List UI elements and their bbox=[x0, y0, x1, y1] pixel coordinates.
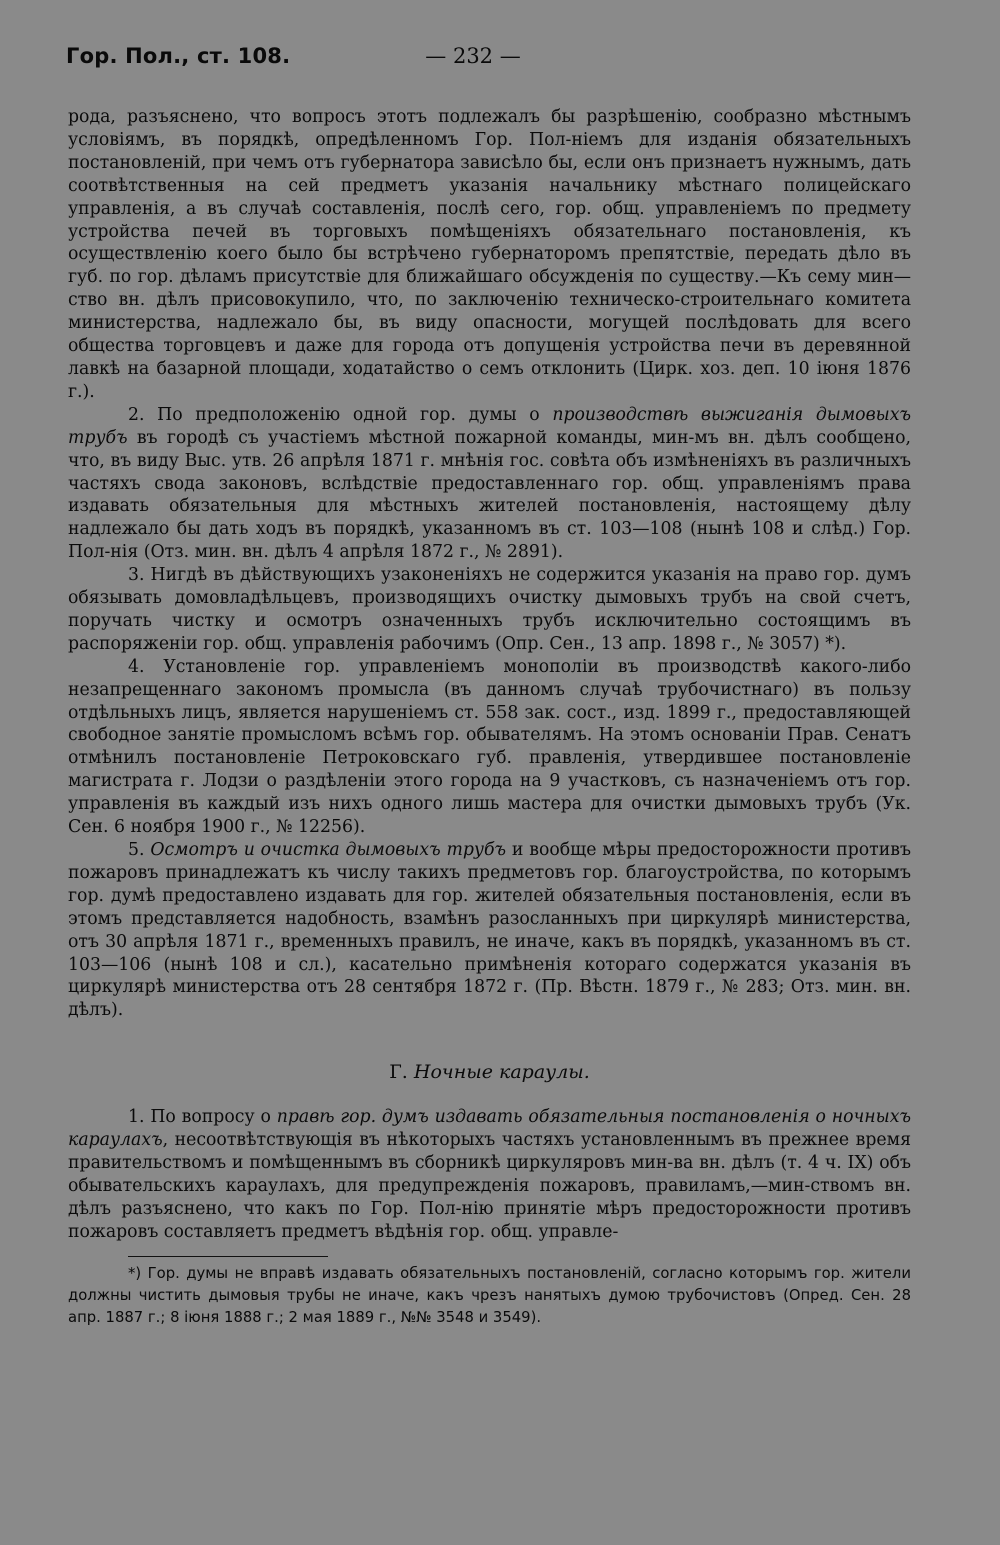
paragraph-text: 4. Установленіе гор. управленіемъ монополіи въ производствѣ какого-либо незапрещеннаго закономъ промысла (въ данномъ случаѣ трубочистнаго) въ пользу отдѣльныхъ лицъ, является нарушеніемъ ст. 558 зак. сост., изд. 1899 г., предоставляющей свободное занятіе промысломъ всѣмъ гор. обывателямъ. На этомъ основаніи Прав. Сенатъ отмѣнилъ постановленіе Петроковскаго губ. правленія, утвердившее постановленіе магистрата г. Лодзи о раздѣленіи этого города на 9 участковъ, съ назначеніемъ отъ гор. управленія въ каждый изъ нихъ одного лишь мастера для очистки дымовыхъ трубъ (Ук. Сен. 6 ноября 1900 г., № 12256). bbox=[68, 656, 911, 838]
paragraph-text: 1. По вопросу о bbox=[128, 1107, 277, 1128]
paragraph-text: въ городѣ съ участіемъ мѣстной пожарной команды, мин-мъ вн. дѣлъ сообщено, что, въ виду Выс. утв. 26 апрѣля 1871 г. мнѣнія гос. совѣта объ измѣненіяхъ въ различныхъ частяхъ свода законовъ, вслѣдствіе предоставленнаго гор. общ. управленіямъ права издавать обязательныя для мѣстныхъ жителей постановленія, настоящему дѣлу надлежало бы дать ходъ въ порядкѣ, указанномъ въ ст. 103—108 (нынѣ 108 и слѣд.) Гор. Пол-нія (Отз. мин. вн. дѣлъ 4 апрѣля 1872 г., № 2891). bbox=[68, 427, 911, 563]
page bbox=[68, 44, 911, 1329]
footnote-divider bbox=[128, 1256, 328, 1257]
paragraph-text: 3. Нигдѣ въ дѣйствующихъ узаконеніяхъ не содержится указанія на право гор. думъ обязывать домовладѣльцевъ, производящихъ очистку дымовыхъ трубъ на свой счетъ, поручать чистку и осмотръ означенныхъ трубъ исключительно состоящимъ въ распоряженіи гор. общ. управленія рабочимъ (Опр. Сен., 13 апр. 1898 г., № 3057) *). bbox=[68, 565, 911, 654]
italic-phrase: производствѣ выжиганія дымовыхъ трубъ bbox=[68, 404, 911, 448]
italic-phrase: правѣ гор. думъ издавать обязательныя постановленія о ночныхъ караулахъ bbox=[68, 1107, 911, 1151]
paragraph-2 bbox=[68, 404, 911, 564]
paragraph-text: 5. bbox=[128, 840, 151, 860]
body-text bbox=[68, 106, 911, 1244]
paragraph-5 bbox=[68, 839, 911, 1022]
section-heading bbox=[68, 1060, 911, 1084]
paragraph-text: рода, разъяснено, что вопросъ этотъ подлежалъ бы разрѣшенію, сообразно мѣстнымъ условіямъ, въ порядкѣ, опредѣленномъ Гор. Пол-ніемъ для изданія обязательныхъ постановленій, при чемъ отъ губернатора зависѣло бы, если онъ признаетъ нужнымъ, дать соотвѣтственныя на сей предметъ указанія начальнику мѣстнаго полицейскаго управленія, а въ случаѣ составленія, послѣ сего, гор. общ. управленіемъ по предмету устройства печей въ торговыхъ помѣщеніяхъ обязательнаго постановленія, къ осуществленію коего было бы встрѣчено губернаторомъ препятствіе, передать дѣло въ губ. по гор. дѣламъ присутствіе для ближайшаго обсужденія по существу.—Къ сему мин—ство вн. дѣлъ присовокупило, что, по заключенію техническо-строительнаго комитета министерства, надлежало бы, въ виду опасности, могущей послѣдовать для всего общества торговцевъ и даже для города отъ допущенія устройства печи въ деревянной лавкѣ на базарной площади, ходатайство о семъ отклонить (Цирк. хоз. деп. 10 іюня 1876 г.). bbox=[68, 107, 911, 402]
paragraph-night-watch bbox=[68, 1106, 911, 1243]
paragraph-4 bbox=[68, 656, 911, 839]
running-head: Гор. Пол., ст. 108. bbox=[66, 44, 291, 68]
paragraph-3 bbox=[68, 564, 911, 656]
paragraph-text: и вообще мѣры предосторожности противъ пожаровъ принадлежатъ къ числу такихъ предметовъ гор. благоустройства, по которымъ гор. думѣ предоставлено издавать для гор. жителей обязательныя постановленія, если въ этомъ представляется надобность, взамѣнъ разосланныхъ при циркулярѣ министерства, отъ 30 апрѣля 1871 г., временныхъ правилъ, не иначе, какъ въ порядкѣ, указанномъ въ ст. 103—106 (нынѣ 108 и сл.), касательно примѣненія котораго содержатся указанія въ циркулярѣ министерства отъ 28 сентября 1872 г. (Пр. Вѣстн. 1879 г., № 283; Отз. мин. вн. дѣлъ). bbox=[68, 840, 911, 1021]
section-title: Ночные караулы. bbox=[413, 1061, 590, 1084]
footnote-text: *) Гор. думы не вправѣ издавать обязательныхъ постановленій, согласно которымъ гор. жители должны чистить дымовыя трубы не иначе, какъ чрезъ нанятыхъ думою трубочистовъ (Опред. Сен. 28 апр. 1887 г.; 8 іюня 1888 г.; 2 мая 1889 г., №№ 3548 и 3549). bbox=[68, 1264, 911, 1326]
paragraph-continued bbox=[68, 106, 911, 404]
paragraph-text: 2. По предположенію одной гор. думы о bbox=[128, 404, 553, 425]
page-header bbox=[68, 44, 911, 76]
footnote bbox=[68, 1263, 911, 1329]
italic-phrase: Осмотръ и очистка дымовыхъ трубъ bbox=[150, 840, 507, 860]
section-prefix: Г. bbox=[389, 1061, 414, 1084]
paragraph-text: , несоотвѣтствующія въ нѣкоторыхъ частяхъ установленнымъ въ прежнее время правительствомъ и помѣщеннымъ въ сборникѣ циркуляровъ мин-ва вн. дѣлъ (т. 4 ч. IX) объ обывательскихъ караулахъ, для предупрежденія пожаровъ, правиламъ,—мин-ствомъ вн. дѣлъ разъяснено, что какъ по Гор. Пол-нію принятіе мѣръ предосторожности противъ пожаровъ составляетъ предметъ вѣдѣнія гор. общ. управле- bbox=[68, 1130, 911, 1242]
page-number: — 232 — bbox=[425, 44, 521, 68]
